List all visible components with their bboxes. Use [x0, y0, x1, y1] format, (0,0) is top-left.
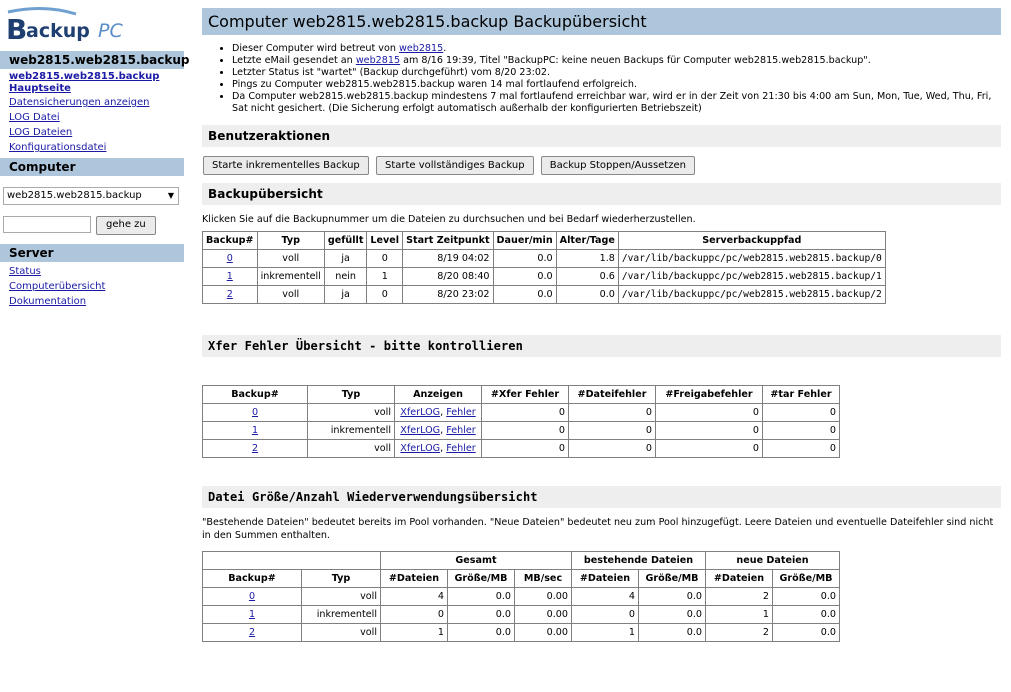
sidebar-server-title: Server: [0, 244, 184, 262]
col-header: Größe/MB: [448, 570, 515, 588]
backuppc-logo[interactable]: [4, 6, 174, 44]
host-select-value: web2815.web2815.backup: [7, 190, 142, 201]
fehler-link[interactable]: Fehler: [446, 407, 476, 418]
backup-number-link[interactable]: 2: [226, 289, 233, 300]
table-cell: 0.00: [515, 624, 572, 642]
sidebar-link-datensicherungen[interactable]: Datensicherungen anzeigen: [9, 97, 150, 108]
backup-note: Klicken Sie auf die Backupnummer um die Dateien zu durchsuchen und bei Bedarf wiederherzustellen.: [202, 214, 696, 225]
sidebar-link-host[interactable]: web2815.web2815.backup: [9, 71, 160, 82]
info-email-link[interactable]: web2815: [355, 55, 401, 66]
page-title: Computer web2815.web2815.backup Backupübersicht: [202, 8, 1001, 35]
col-header: Typ: [302, 570, 381, 588]
table-cell: 0.0: [639, 606, 706, 624]
table-row: 2 voll XferLOG, Fehler 0 0 0 0: [203, 440, 840, 458]
info-item: • Pings zu Computer web2815.web2815.backup waren 14 mal fortlaufend erfolgreich.: [232, 79, 1001, 91]
col-header: #Dateifehler: [569, 386, 656, 404]
table-cell: 0: [656, 422, 763, 440]
table-cell: 0: [763, 404, 840, 422]
reuse-note: "Bestehende Dateien" bedeutet bereits im Pool vorhanden. "Neue Dateien" bedeutet neu zum Pool hinzugefügt. Leere Dateien und eventuelle Dateifehler sind nicht in den Summen enthalten.: [202, 517, 994, 541]
col-header: #tar Fehler: [763, 386, 840, 404]
col-group-header: bestehende Dateien: [572, 552, 706, 570]
table-row: 0 voll XferLOG, Fehler 0 0 0 0: [203, 404, 840, 422]
sidebar-link-hauptseite[interactable]: Hauptseite: [9, 83, 71, 94]
table-header-row: [203, 232, 886, 250]
table-cell: inkrementell: [257, 268, 324, 286]
table-cell: 0.0: [773, 624, 840, 642]
sidebar-link-dokumentation[interactable]: Dokumentation: [9, 296, 87, 307]
backup-number-link[interactable]: 1: [226, 271, 233, 282]
table-cell: voll: [257, 250, 324, 268]
table-cell: voll: [308, 404, 395, 422]
action-buttons: [202, 156, 1001, 175]
reuse-table: [202, 551, 840, 642]
backup-number-link[interactable]: 1: [248, 609, 256, 620]
section-backupuebersicht: Backupübersicht: [202, 183, 1001, 205]
col-header: #Dateien: [572, 570, 639, 588]
main-content: [202, 0, 1001, 642]
table-row: [203, 250, 886, 268]
table-cell: 4: [381, 588, 448, 606]
table-cell: 0: [569, 404, 656, 422]
col-group-header: neue Dateien: [706, 552, 840, 570]
host-search-input[interactable]: [3, 216, 91, 233]
info-user-link[interactable]: web2815: [398, 43, 444, 54]
table-cell: 8/20 08:40: [403, 268, 493, 286]
sidebar-link-status[interactable]: Status: [9, 266, 41, 277]
table-cell: 1: [572, 624, 639, 642]
table-row: 1 inkrementell XferLOG, Fehler 0 0 0 0: [203, 422, 840, 440]
table-cell: inkrementell: [308, 422, 395, 440]
table-cell: 0: [569, 422, 656, 440]
table-cell: 0: [482, 404, 569, 422]
section-benutzeraktionen: Benutzeraktionen: [202, 125, 1001, 147]
section-wiederverwendung: Datei Größe/Anzahl Wiederverwendungsübersicht: [202, 486, 1001, 508]
table-cell: 0: [367, 286, 403, 304]
table-row: [203, 286, 886, 304]
backup-number-link[interactable]: 2: [251, 443, 259, 454]
table-cell: 0.0: [773, 606, 840, 624]
table-cell: /var/lib/backuppc/pc/web2815.web2815.backup/2: [618, 286, 885, 304]
table-cell: 0.00: [515, 606, 572, 624]
col-header: Serverbackuppfad: [618, 232, 885, 250]
table-cell: 0: [656, 440, 763, 458]
table-cell: inkrementell: [302, 606, 381, 624]
col-header: MB/sec: [515, 570, 572, 588]
sidebar-link-log-datei[interactable]: LOG Datei: [9, 112, 60, 123]
fehler-link[interactable]: Fehler: [446, 425, 476, 436]
xferlog-link[interactable]: XferLOG: [400, 425, 441, 436]
sidebar-link-konfigurationsdatei[interactable]: Konfigurationsdatei: [9, 142, 107, 153]
backup-number-link[interactable]: 0: [251, 407, 259, 418]
col-header: #Dateien: [706, 570, 773, 588]
table-cell: 1.8: [556, 250, 618, 268]
host-select[interactable]: [3, 187, 179, 205]
table-cell: /var/lib/backuppc/pc/web2815.web2815.backup/0: [618, 250, 885, 268]
col-header: Backup#: [203, 386, 308, 404]
table-cell: voll: [308, 440, 395, 458]
col-header: Level: [367, 232, 403, 250]
info-item: • Da Computer web2815.web2815.backup mindestens 7 mal fortlaufend erreichbar war, wird er in der Zeit von 21:30 bis 4:00 am Sun, Mon, Tue, Wed, Thu, Fri, Sat nicht gesichert. (Die Sicherung erfolgt automatisch außerhalb der konfigurierten Betriebszeit): [232, 91, 1001, 115]
sidebar-link-computeruebersicht[interactable]: Computerübersicht: [9, 281, 106, 292]
section-xfer-fehler: Xfer Fehler Übersicht - bitte kontrollieren: [202, 335, 1001, 357]
table-cell: 8/20 23:02: [403, 286, 493, 304]
table-cell: 1: [367, 268, 403, 286]
xfer-table: [202, 385, 840, 458]
xferlog-link[interactable]: XferLOG: [400, 443, 441, 454]
sidebar: [0, 0, 190, 692]
table-cell: voll: [302, 588, 381, 606]
table-cell: 1: [706, 606, 773, 624]
col-header: Dauer/min: [493, 232, 556, 250]
table-cell: 8/19 04:02: [403, 250, 493, 268]
col-header: Backup#: [203, 570, 302, 588]
dropdown-arrow-icon: ▼: [167, 191, 174, 200]
logo-ackup: ackup: [26, 20, 90, 42]
table-cell: 2: [706, 588, 773, 606]
table-cell: 0: [763, 422, 840, 440]
logo-b: B: [6, 13, 28, 44]
col-header: Anzeigen: [395, 386, 482, 404]
col-header: Größe/MB: [773, 570, 840, 588]
table-cell: 0: [381, 606, 448, 624]
table-header-row: [203, 386, 840, 404]
xferlog-link[interactable]: XferLOG: [400, 407, 441, 418]
col-group-header: Gesamt: [381, 552, 572, 570]
col-header: Größe/MB: [639, 570, 706, 588]
table-group-header-row: [203, 552, 840, 570]
col-header: Backup#: [203, 232, 258, 250]
table-cell: ja: [324, 286, 367, 304]
table-cell: 2: [706, 624, 773, 642]
col-header: #Dateien: [381, 570, 448, 588]
table-cell: 4: [572, 588, 639, 606]
col-header: Typ: [257, 232, 324, 250]
table-cell: 0.0: [493, 286, 556, 304]
col-header: Alter/Tage: [556, 232, 618, 250]
sidebar-host-title: web2815.web2815.backup: [0, 51, 184, 69]
col-group-empty: [203, 552, 381, 570]
col-header: #Xfer Fehler: [482, 386, 569, 404]
table-cell: 0.0: [448, 588, 515, 606]
backup-number-link[interactable]: 0: [248, 591, 256, 602]
table-cell: 0: [482, 440, 569, 458]
info-item: • Dieser Computer wird betreut von web2815.: [232, 43, 1001, 55]
table-cell: 0: [367, 250, 403, 268]
backup-table: [202, 231, 886, 304]
stop-backup-button[interactable]: Backup Stoppen/Aussetzen: [541, 156, 695, 175]
table-header-row: [203, 570, 840, 588]
table-row: [203, 624, 840, 642]
table-cell: /var/lib/backuppc/pc/web2815.web2815.backup/1: [618, 268, 885, 286]
table-cell: 0: [482, 422, 569, 440]
backup-number-link[interactable]: 2: [248, 627, 256, 638]
table-cell: voll: [257, 286, 324, 304]
backup-number-link[interactable]: 1: [251, 425, 259, 436]
table-cell: 0: [763, 440, 840, 458]
logo-pc: PC: [98, 20, 123, 42]
table-cell: 0.0: [773, 588, 840, 606]
start-full-backup-button[interactable]: Starte vollständiges Backup: [376, 156, 534, 175]
table-cell: nein: [324, 268, 367, 286]
table-cell: 1: [381, 624, 448, 642]
col-header: Typ: [308, 386, 395, 404]
col-header: gefüllt: [324, 232, 367, 250]
table-cell: 0.00: [515, 588, 572, 606]
table-cell: ja: [324, 250, 367, 268]
fehler-link[interactable]: Fehler: [446, 443, 476, 454]
table-cell: 0.0: [556, 286, 618, 304]
table-cell: 0.0: [639, 588, 706, 606]
info-item: • Letzter Status ist "wartet" (Backup durchgeführt) vom 8/20 23:02.: [232, 67, 1001, 79]
table-cell: 0.6: [556, 268, 618, 286]
backup-number-link[interactable]: 0: [226, 253, 233, 264]
info-item: • Letzte eMail gesendet an web2815 am 8/16 19:39, Titel "BackupPC: keine neuen Backups für Computer web2815.web2815.backup".: [232, 55, 1001, 67]
table-row: [203, 268, 886, 286]
table-cell: 0.0: [493, 268, 556, 286]
table-cell: 0.0: [448, 606, 515, 624]
table-cell: 0.0: [639, 624, 706, 642]
host-info-list: [202, 43, 1001, 115]
table-cell: 0: [572, 606, 639, 624]
table-cell: 0.0: [448, 624, 515, 642]
col-header: #Freigabefehler: [656, 386, 763, 404]
col-header: Start Zeitpunkt: [403, 232, 493, 250]
table-row: [203, 606, 840, 624]
backuppc-logo-icon: [4, 6, 174, 44]
table-cell: 0.0: [493, 250, 556, 268]
table-cell: voll: [302, 624, 381, 642]
goto-button[interactable]: gehe zu: [96, 216, 156, 235]
table-cell: 0: [656, 404, 763, 422]
sidebar-link-log-dateien[interactable]: LOG Dateien: [9, 127, 73, 138]
start-incremental-backup-button[interactable]: Starte inkrementelles Backup: [203, 156, 369, 175]
table-cell: 0: [569, 440, 656, 458]
sidebar-computer-title: Computer: [0, 158, 184, 176]
table-row: [203, 588, 840, 606]
